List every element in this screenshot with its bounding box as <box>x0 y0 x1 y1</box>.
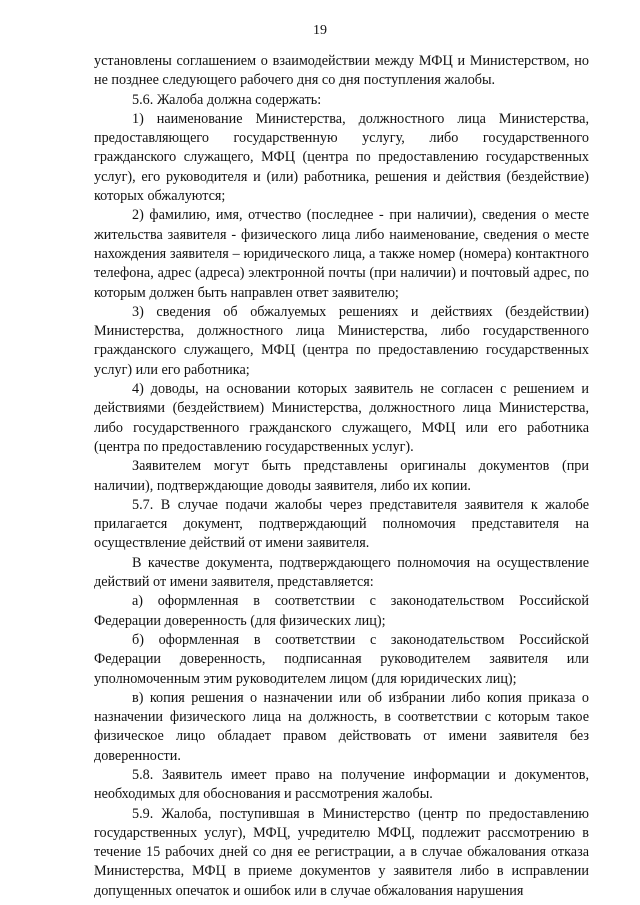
paragraph-originals: Заявителем могут быть представлены оригиналы документов (при наличии), подтверждающие доводы заявителя, либо их копии. <box>94 458 589 494</box>
paragraph-continuation: установлены соглашением о взаимодействии между МФЦ и Министерством, но не позднее следующего рабочего дня со дня поступления жалобы. <box>94 53 589 89</box>
paragraph-5-6-item-3: 3) сведения об обжалуемых решениях и действиях (бездействии) Министерства, должностного лица Министерства, либо государственного гражданского служащего, МФЦ (центра по предоставлению государственных услуг) или его работника; <box>94 303 589 378</box>
paragraph-5-6-item-4: 4) доводы, на основании которых заявитель не согласен с решением и действиями (бездействием) Министерства, должностного лица Министерства, либо государственного гражданского служащего, МФЦ или его работника (центра по предоставлению государственных услуг). <box>94 381 589 455</box>
paragraph-item-v: в) копия решения о назначении или об избрании либо копия приказа о назначении физического лица на должность, в соответствии с которым такое физическое лицо обладает правом действовать от имени заявителя без доверенности. <box>94 689 589 764</box>
paragraph-authority-documents: В качестве документа, подтверждающего полномочия на осуществление действий от имени заявителя, представляется: <box>94 554 589 591</box>
paragraph-5-6-item-2: 2) фамилию, имя, отчество (последнее - при наличии), сведения о месте жительства заявителя - физического лица либо наименование, сведения о месте нахождения заявителя – юридического лица, а также номер (номера) контактного телефона, адрес (адреса) электронной почты (при наличии) и почтовый адрес, по которым должен быть направлен ответ заявителю; <box>94 207 589 301</box>
paragraph-item-a: а) оформленная в соответствии с законодательством Российской Федерации доверенность (для физических лиц); <box>94 593 589 629</box>
document-body <box>94 52 589 901</box>
paragraph-5-6-item-1: 1) наименование Министерства, должностного лица Министерства, предоставляющего государственную услугу, либо государственного гражданского служащего, МФЦ (центра по предоставлению государственных услуг), его руководителя и (или) работника, решения и действия (бездействие) которых обжалуются; <box>94 110 589 205</box>
paragraph-item-b: б) оформленная в соответствии с законодательством Российской Федерации доверенность, подписанная руководителем заявителя или уполномоченным этим руководителем лицом (для юридических лиц); <box>94 631 589 687</box>
paragraph-5-9: 5.9. Жалоба, поступившая в Министерство (центр по предоставлению государственных услуг), МФЦ, учредителю МФЦ, подлежит рассмотрению в течение 15 рабочих дней со дня ее регистрации, а в случае обжалования отказа Министерства, МФЦ в приеме документов у заявителя либо в исправлении допущенных опечаток и ошибок или в случае обжалования нарушения <box>94 805 589 899</box>
paragraph-5-7: 5.7. В случае подачи жалобы через представителя заявителя к жалобе прилагается документ, подтверждающий полномочия представителя на осуществление действий от имени заявителя. <box>94 496 589 552</box>
paragraph-5-8: 5.8. Заявитель имеет право на получение информации и документов, необходимых для обоснования и рассмотрения жалобы. <box>94 766 589 803</box>
page-number: 19 <box>313 23 327 38</box>
paragraph-5-6-heading: 5.6. Жалоба должна содержать: <box>132 91 322 108</box>
